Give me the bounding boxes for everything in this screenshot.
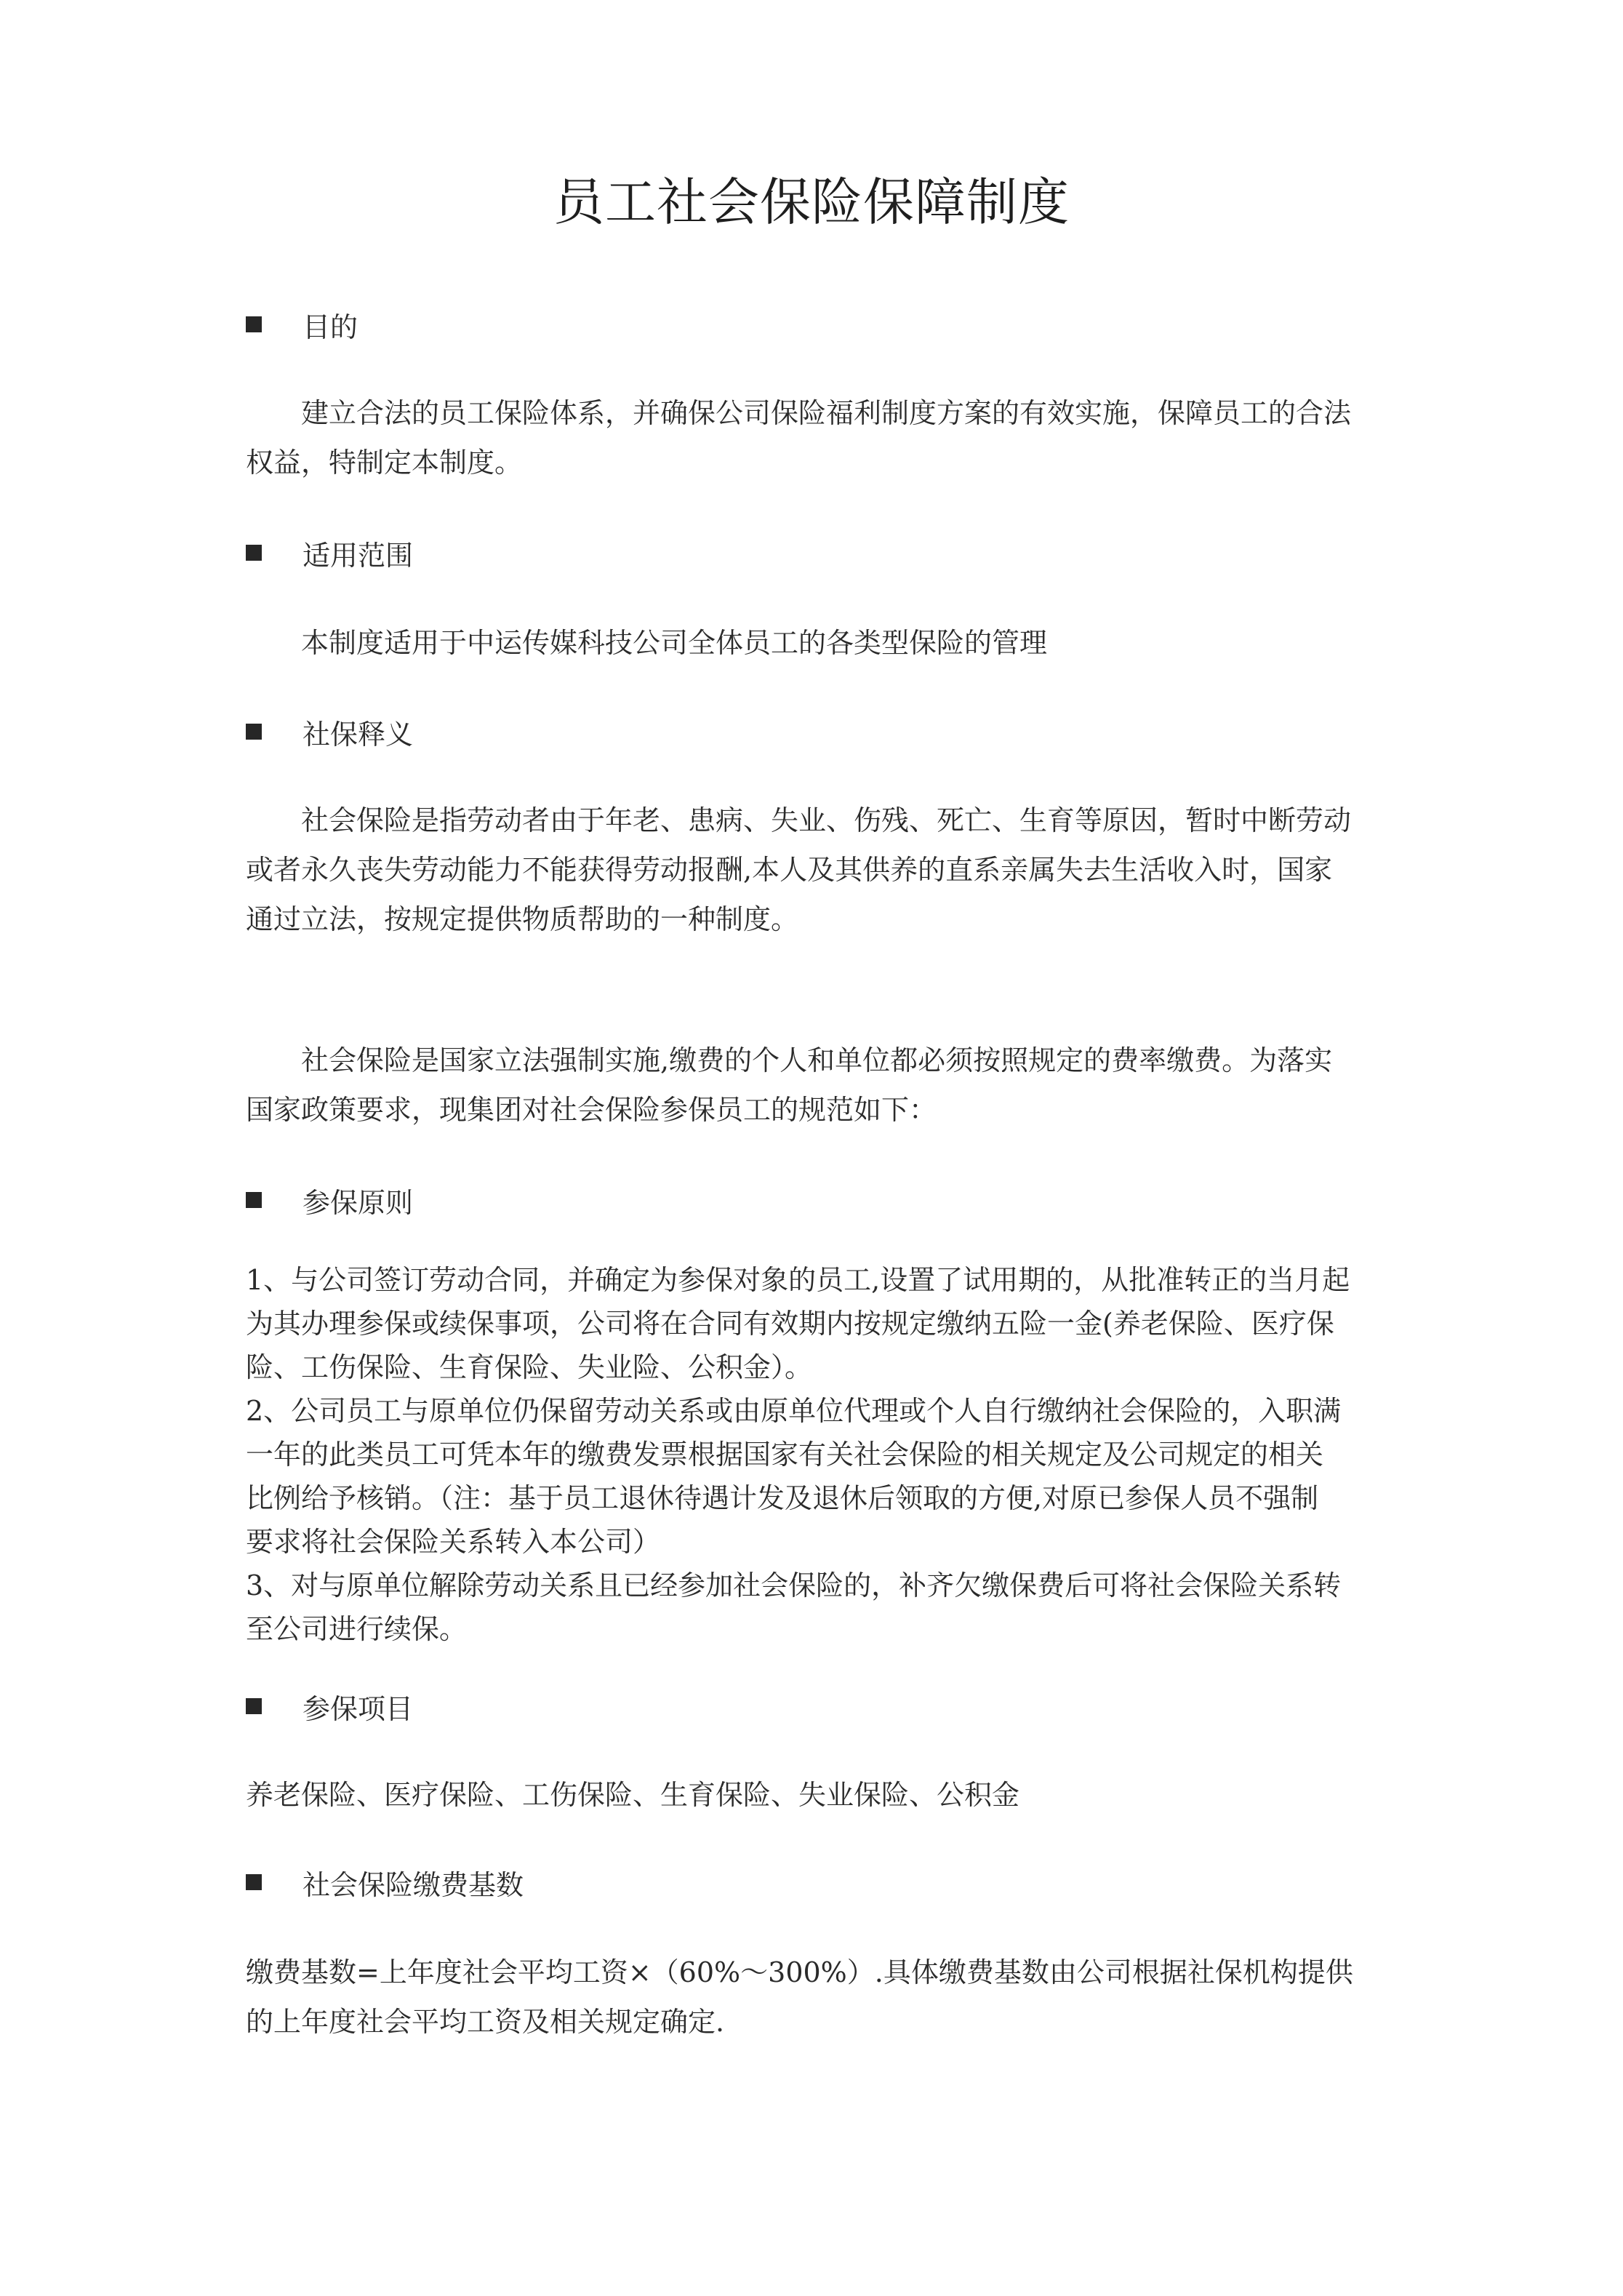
list-line: 险、工伤保险、生育保险、失业险、公积金）。 [246, 1351, 813, 1383]
heading-text: 适用范围 [302, 539, 414, 572]
definition-paragraph-2 [246, 1036, 1395, 1135]
square-bullet-icon [246, 1192, 262, 1208]
paragraph-line: 权益，特制定本制度。 [246, 447, 523, 479]
heading-text: 参保原则 [302, 1186, 414, 1219]
list-line: 1、与公司签订劳动合同，并确定为参保对象的员工,设置了试用期的，从批准转正的当月起 [246, 1264, 1350, 1296]
paragraph-line: 建立合法的员工保险体系，并确保公司保险福利制度方案的有效实施，保障员工的合法 [301, 397, 1352, 429]
square-bullet-icon [246, 545, 262, 561]
list-line: 比例给予核销。（注：基于员工退休待遇计发及退休后领取的方便,对原已参保人员不强制 [246, 1482, 1319, 1514]
paragraph-line: 本制度适用于中运传媒科技公司全体员工的各类型保险的管理 [301, 627, 1048, 659]
paragraph-line: 养老保险、医疗保险、工伤保险、生育保险、失业保险、公积金 [246, 1779, 1020, 1811]
section-heading-base [246, 1860, 524, 1904]
scope-paragraph [246, 618, 1395, 668]
paragraph-line: 或者永久丧失劳动能力不能获得劳动报酬,本人及其供养的直系亲属失去生活收入时，国家 [246, 854, 1333, 886]
heading-text: 社会保险缴费基数 [302, 1868, 524, 1901]
principles-list [246, 1258, 1395, 1651]
paragraph-line: 社会保险是国家立法强制实施,缴费的个人和单位都必须按照规定的费率缴费。为落实 [301, 1044, 1333, 1076]
document-title: 员工社会保险保障制度 [553, 172, 1070, 232]
list-line: 至公司进行续保。 [246, 1613, 468, 1645]
paragraph-line: 社会保险是指劳动者由于年老、患病、失业、伤残、死亡、生育等原因，暂时中断劳动 [301, 804, 1352, 836]
section-heading-purpose [246, 303, 358, 346]
square-bullet-icon [246, 1874, 262, 1890]
items-paragraph [246, 1770, 1395, 1820]
paragraph-line: 的上年度社会平均工资及相关规定确定. [246, 2006, 725, 2038]
paragraph-line: 通过立法，按规定提供物质帮助的一种制度。 [246, 903, 799, 935]
definition-paragraph [246, 796, 1395, 944]
section-heading-principles [246, 1178, 413, 1222]
list-line: 2、公司员工与原单位仍保留劳动关系或由原单位代理或个人自行缴纳社会保险的，入职满 [246, 1395, 1342, 1427]
list-line: 3、对与原单位解除劳动关系且已经参加社会保险的，补齐欠缴保费后可将社会保险关系转 [246, 1569, 1342, 1601]
list-line: 要求将社会保险关系转入本公司） [246, 1526, 661, 1558]
square-bullet-icon [246, 724, 262, 740]
square-bullet-icon [246, 316, 262, 332]
paragraph-line: 缴费基数=上年度社会平均工资×（60%～300%）.具体缴费基数由公司根据社保机构提供 [246, 1956, 1353, 1988]
heading-text: 社保释义 [302, 718, 414, 751]
section-heading-definition [246, 710, 413, 753]
heading-text: 参保项目 [302, 1692, 414, 1725]
paragraph-line: 国家政策要求，现集团对社会保险参保员工的规范如下： [246, 1094, 937, 1126]
section-heading-items [246, 1684, 413, 1728]
heading-text: 目的 [302, 311, 358, 343]
list-line: 为其办理参保或续保事项，公司将在合同有效期内按规定缴纳五险一金(养老保险、医疗保 [246, 1308, 1334, 1340]
base-paragraph [246, 1948, 1395, 2047]
purpose-paragraph [246, 388, 1395, 487]
section-heading-scope [246, 531, 413, 575]
square-bullet-icon [246, 1698, 262, 1714]
list-line: 一年的此类员工可凭本年的缴费发票根据国家有关社会保险的相关规定及公司规定的相关 [246, 1439, 1324, 1471]
